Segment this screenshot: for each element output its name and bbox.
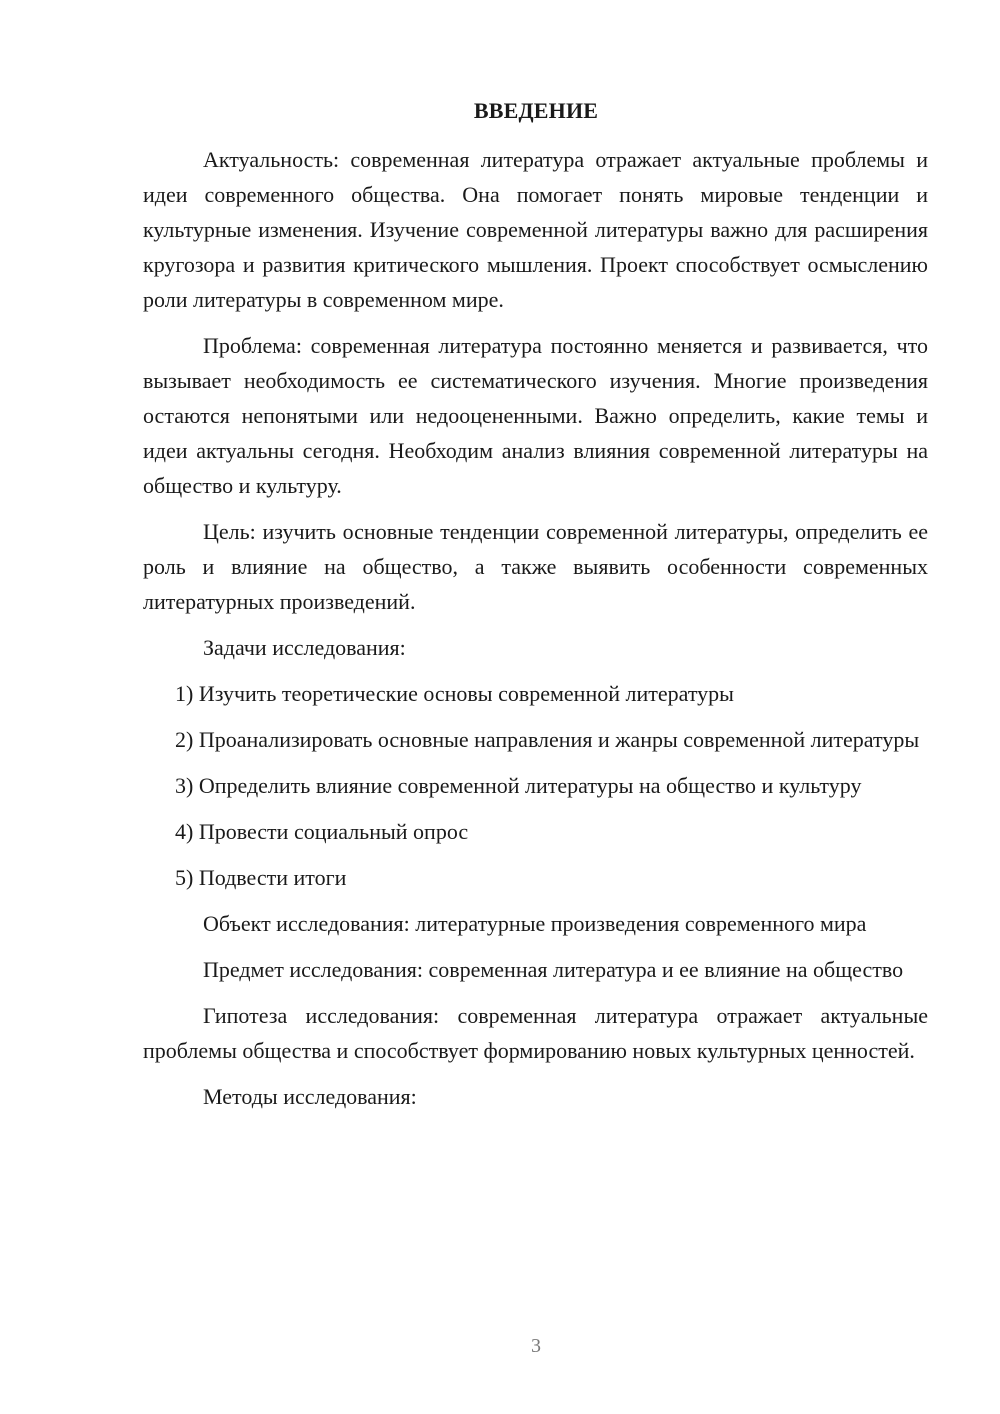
page-title: ВВЕДЕНИЕ	[473, 98, 599, 123]
page-number: 3	[531, 1335, 541, 1357]
paragraph-object: Объект исследования: литературные произведения современного мира	[203, 911, 867, 936]
paragraph-subject: Предмет исследования: современная литература и ее влияние на общество	[203, 957, 904, 982]
paragraph-tasks-heading: Задачи исследования:	[203, 635, 406, 660]
list-item-task-3: 3) Определить влияние современной литературы на общество и культуру	[175, 773, 862, 798]
paragraph-methods: Методы исследования:	[203, 1084, 417, 1109]
paragraph-goal: Цель: изучить основные тенденции современной литературы, определить ее роль и влияние на общество, а также выявить особенности современных литературных произведений.	[143, 519, 928, 614]
list-item-task-5: 5) Подвести итоги	[175, 865, 347, 890]
paragraph-problem: Проблема: современная литература постоянно меняется и развивается, что вызывает необходимость ее систематического изучения. Многие произведения остаются непонятыми или недооцененными. Важно определить, какие темы и идеи актуальны сегодня. Необходим анализ влияния современной литературы на общество и культуру.	[143, 333, 928, 498]
list-item-task-2: 2) Проанализировать основные направления и жанры современной литературы	[175, 727, 920, 752]
paragraph-hypothesis: Гипотеза исследования: современная литература отражает актуальные проблемы общества и способствует формированию новых культурных ценностей.	[143, 1003, 928, 1063]
paragraph-relevance: Актуальность: современная литература отражает актуальные проблемы и идеи современного общества. Она помогает понять мировые тенденции и культурные изменения. Изучение современной литературы важно для расширения кругозора и развития критического мышления. Проект способствует осмыслению роли литературы в современном мире.	[143, 147, 928, 312]
list-item-task-4: 4) Провести социальный опрос	[175, 819, 469, 844]
list-item-task-1: 1) Изучить теоретические основы современной литературы	[175, 681, 734, 706]
document-body	[143, 142, 928, 1114]
